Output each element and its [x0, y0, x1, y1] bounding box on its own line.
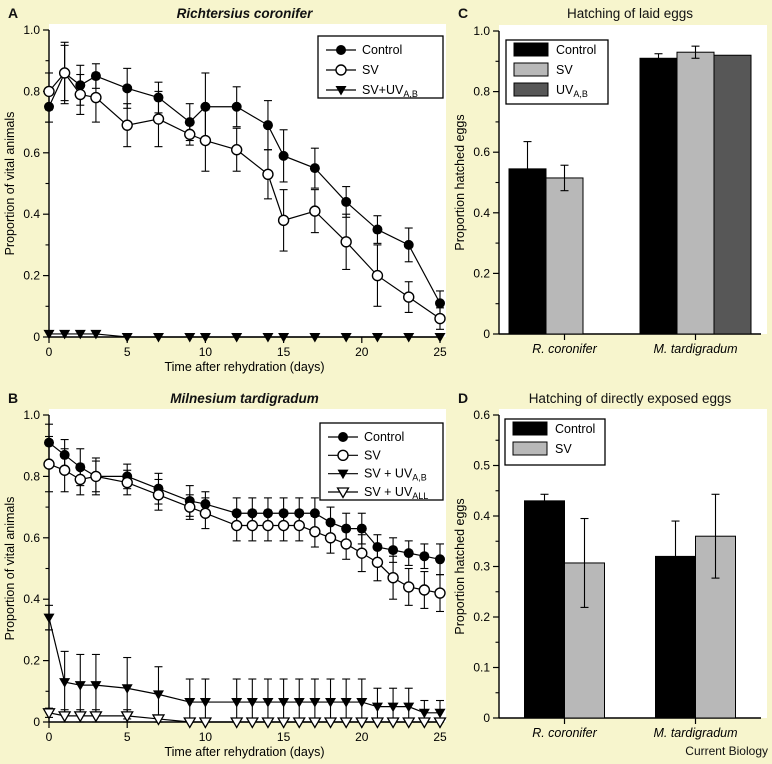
svg-text:0.4: 0.4: [473, 509, 490, 523]
svg-text:20: 20: [355, 345, 369, 359]
svg-text:15: 15: [276, 345, 291, 359]
svg-text:Time after rehydration (days): Time after rehydration (days): [164, 360, 325, 374]
svg-text:Control: Control: [362, 43, 403, 57]
svg-text:5: 5: [123, 345, 131, 359]
svg-text:0.4: 0.4: [473, 205, 490, 220]
svg-text:5: 5: [123, 730, 131, 744]
svg-text:1.0: 1.0: [473, 24, 490, 38]
svg-text:0.6: 0.6: [473, 145, 490, 160]
svg-text:10: 10: [198, 345, 213, 359]
svg-text:0.3: 0.3: [473, 559, 490, 574]
svg-text:M. tardigradum: M. tardigradum: [653, 342, 738, 356]
svg-text:SV + UVALL: SV + $UV_{ALL}$: [364, 485, 429, 501]
svg-text:0.8: 0.8: [473, 84, 490, 99]
svg-text:SV: SV: [555, 442, 572, 456]
svg-text:0.8: 0.8: [23, 469, 40, 484]
svg-text:25: 25: [433, 345, 447, 359]
svg-text:0: 0: [45, 345, 53, 359]
svg-text:SV+UVA,B: $SV+UV_{A,B}$: [362, 83, 418, 99]
panel-C-chart: [450, 0, 772, 380]
svg-text:0: 0: [45, 730, 53, 744]
journal-credit: Current Biology: [685, 744, 768, 758]
svg-text:Proportion of vital animals: Proportion of vital animals: [3, 111, 17, 256]
svg-text:SV: SV: [364, 448, 381, 463]
svg-text:10: 10: [198, 730, 213, 744]
svg-text:Control: Control: [555, 422, 596, 436]
svg-text:0.6: 0.6: [473, 408, 490, 422]
svg-text:1.0: 1.0: [23, 23, 40, 37]
svg-text:0.4: 0.4: [23, 592, 40, 607]
svg-text:M. tardigradum: M. tardigradum: [653, 726, 738, 740]
panel-A: [0, 0, 452, 383]
svg-text:R. coronifer: R. coronifer: [532, 726, 597, 740]
svg-text:Proportion hatched eggs: Proportion hatched eggs: [453, 114, 467, 251]
svg-text:SV: SV: [556, 63, 573, 77]
svg-text:0: 0: [483, 327, 490, 341]
svg-text:UVA,B: $UV_{A,B}$: [556, 83, 588, 99]
panel-A-title: Richtersius coronifer: [176, 6, 313, 21]
svg-text:20: 20: [355, 730, 369, 744]
svg-text:0.2: 0.2: [473, 266, 490, 281]
svg-text:Control: Control: [364, 430, 405, 444]
panel-C-letter: C: [458, 5, 469, 21]
svg-text:SV: SV: [362, 63, 379, 77]
svg-text:0.6: 0.6: [23, 145, 40, 160]
svg-text:0: 0: [33, 715, 40, 729]
svg-text:0: 0: [483, 711, 490, 725]
svg-text:Control: Control: [556, 43, 597, 57]
panel-C-title: Hatching of laid eggs: [566, 6, 694, 21]
panel-B: [0, 385, 452, 764]
panel-B-title: Milnesium tardigradum: [170, 391, 319, 406]
svg-text:SV + UVA,B: SV + $UV_{A,B}$: [364, 466, 427, 483]
svg-text:R. coronifer: R. coronifer: [532, 342, 597, 356]
panel-B-chart: [0, 385, 452, 764]
svg-text:25: 25: [433, 730, 447, 744]
svg-text:0.2: 0.2: [473, 610, 490, 624]
svg-text:0: 0: [33, 330, 40, 344]
panel-A-chart: [0, 0, 452, 383]
panel-D: [450, 385, 772, 764]
svg-text:0.2: 0.2: [23, 268, 40, 283]
panel-C: [450, 0, 772, 380]
svg-text:15: 15: [276, 730, 291, 744]
svg-text:0.8: 0.8: [23, 84, 40, 99]
panel-B-letter: B: [8, 390, 19, 406]
svg-text:0.6: 0.6: [23, 530, 40, 545]
svg-text:0.5: 0.5: [473, 458, 490, 473]
svg-text:0.4: 0.4: [23, 207, 40, 222]
svg-text:Proportion of vital animals: Proportion of vital animals: [3, 496, 17, 641]
svg-text:Time after rehydration (days): Time after rehydration (days): [164, 745, 325, 759]
panel-D-letter: D: [458, 390, 469, 406]
panel-D-title: Hatching of directly exposed eggs: [528, 391, 732, 406]
svg-text:0.1: 0.1: [473, 660, 490, 675]
svg-text:1.0: 1.0: [23, 408, 40, 422]
svg-text:Proportion hatched eggs: Proportion hatched eggs: [453, 498, 467, 635]
panel-D-chart: [450, 385, 772, 764]
svg-text:0.2: 0.2: [23, 653, 40, 668]
panel-A-letter: A: [8, 5, 19, 21]
